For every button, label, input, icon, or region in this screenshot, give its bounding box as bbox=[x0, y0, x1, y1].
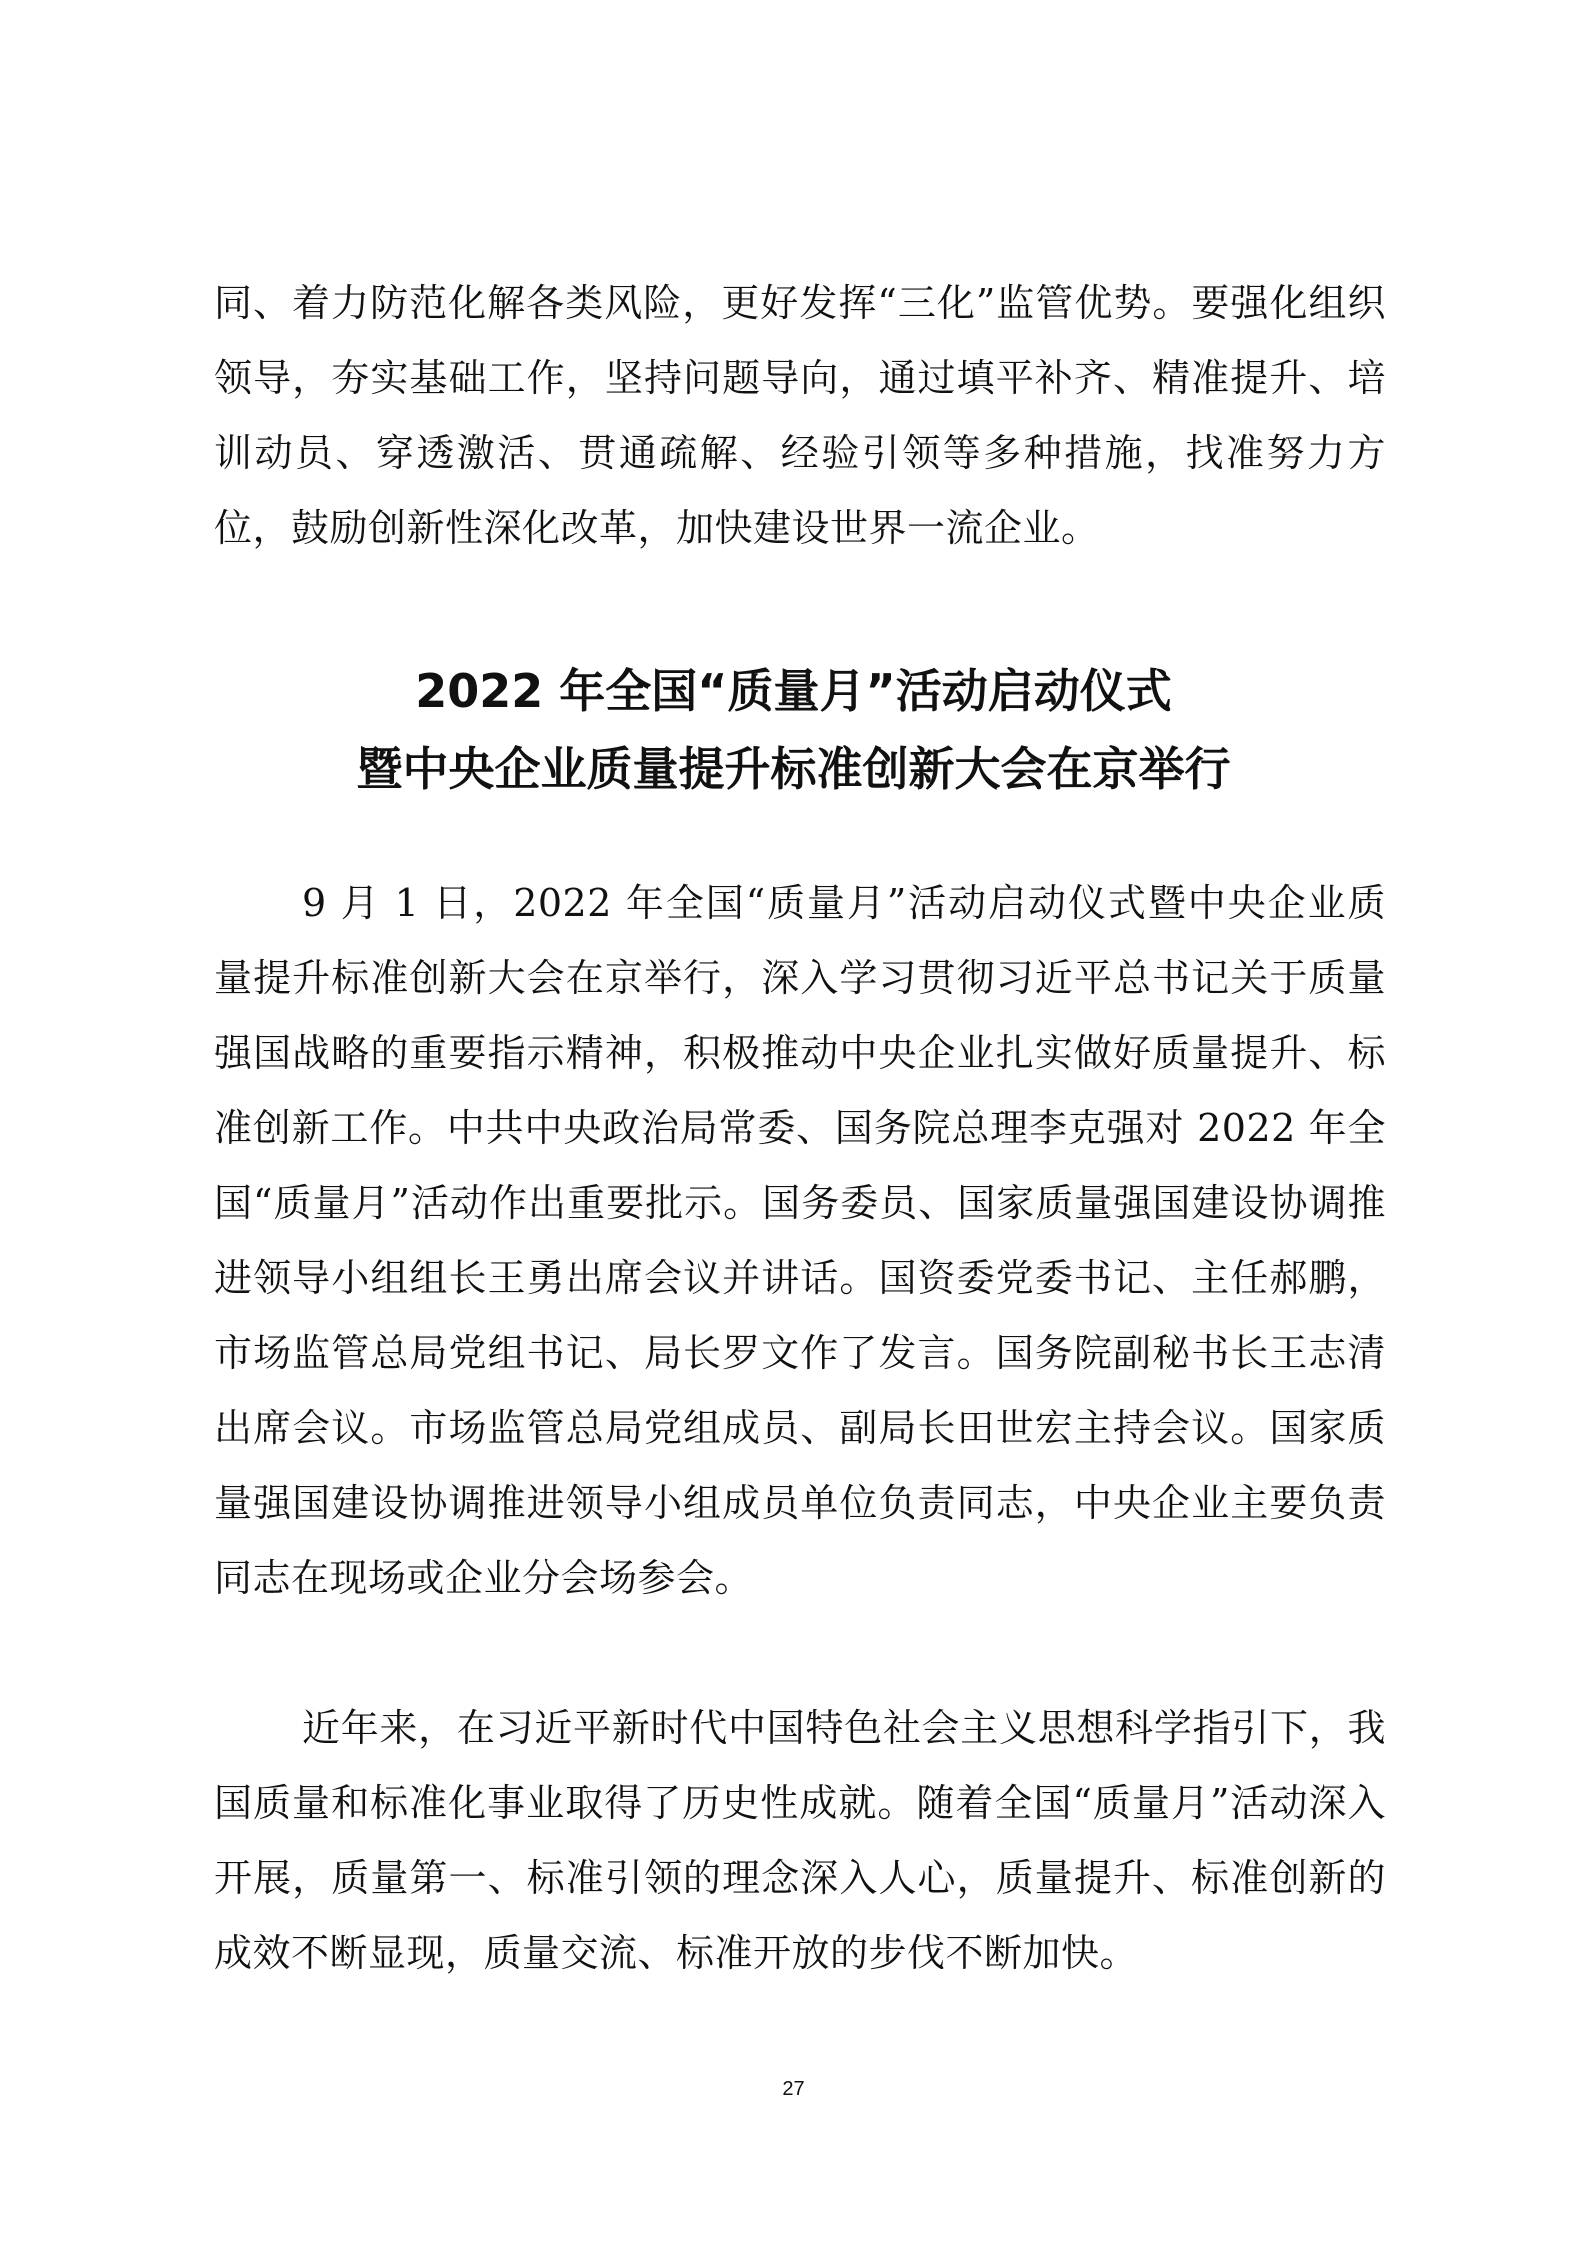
continued-paragraph: 同、着力防范化解各类风险，更好发挥“三化”监管优势。要强化组织领导，夯实基础工作，坚持问题导向，通过填平补齐、精准提升、培训动员、穿透激活、贯通疏解、经验引领等多种措施，找准努力方位，鼓励创新性深化改革，加快建设世界一流企业。 bbox=[214, 281, 1386, 550]
page-number: 27 bbox=[782, 2078, 805, 2100]
article-title-line-1: 2022 年全国“质量月”活动启动仪式 bbox=[415, 664, 1172, 718]
article-paragraph-1: 9 月 1 日，2022 年全国“质量月”活动启动仪式暨中央企业质量提升标准创新大会在京举行，深入学习贯彻习近平总书记关于质量强国战略的重要指示精神，积极推动中央企业扎实做好质量提升、标准创新工作。中共中央政治局常委、国务院总理李克强对 2022 年全国“质量月”活动作出重要批示。国务委员、国家质量强国建设协调推进领导小组组长王勇出席会议并讲话。国资委党委书记、主任郝鹏，市场监管总局党组书记、局长罗文作了发言。国务院副秘书长王志清出席会议。市场监管总局党组成员、副局长田世宏主持会议。国家质量强国建设协调推进领导小组成员单位负责同志，中央企业主要负责同志在现场或企业分会场参会。 bbox=[214, 881, 1386, 1600]
article-title-line-2: 暨中央企业质量提升标准创新大会在京举行 bbox=[356, 742, 1231, 796]
article-paragraph-2: 近年来，在习近平新时代中国特色社会主义思想科学指引下，我国质量和标准化事业取得了历史性成就。随着全国“质量月”活动深入开展，质量第一、标准引领的理念深入人心，质量提升、标准创新的成效不断显现，质量交流、标准开放的步伐不断加快。 bbox=[214, 1706, 1386, 1975]
